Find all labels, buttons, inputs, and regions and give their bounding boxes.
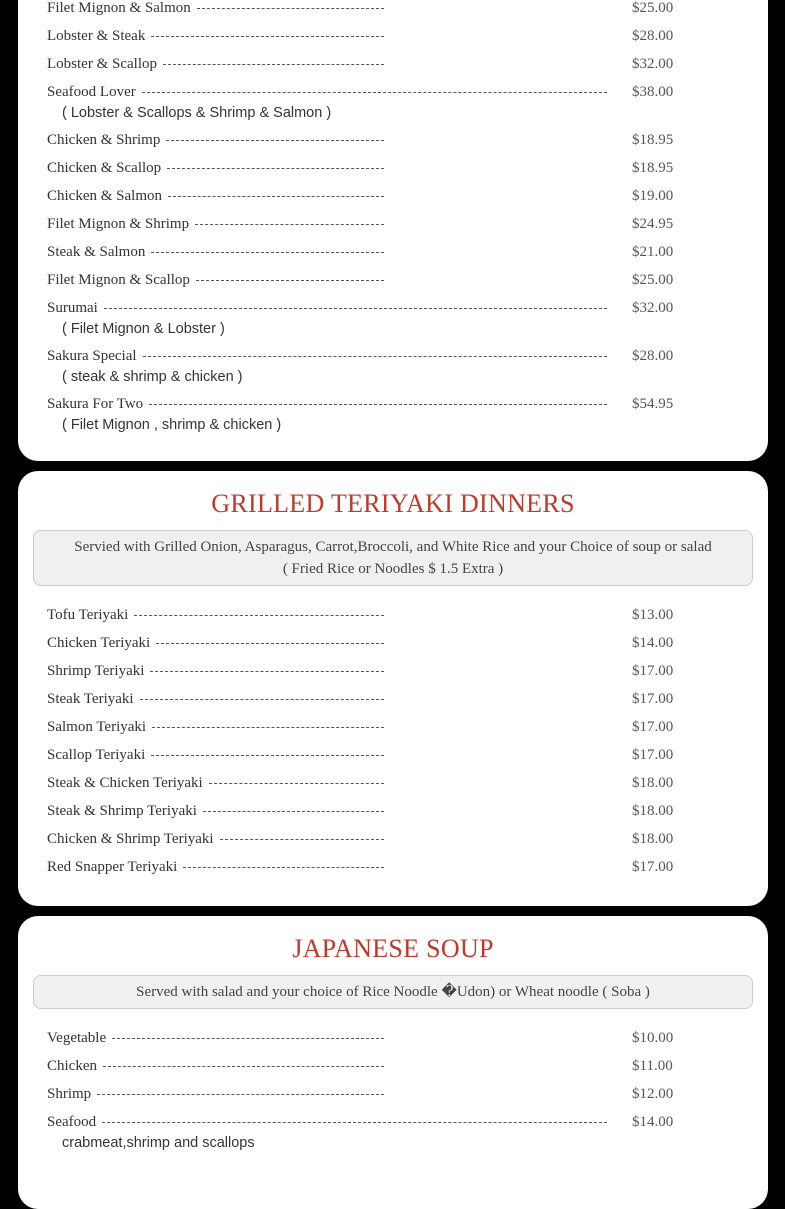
menu-item-row — [47, 53, 702, 75]
item-price: $25.00 — [632, 0, 674, 16]
item-price: $11.00 — [632, 1058, 673, 1074]
dotted-leader — [151, 241, 384, 253]
soup-list — [47, 1027, 702, 1159]
menu-item-row — [47, 744, 702, 766]
menu-item-row — [47, 185, 702, 207]
item-name: Chicken & Salmon — [47, 188, 162, 204]
item-price: $32.00 — [632, 300, 674, 316]
dotted-leader — [151, 744, 384, 756]
menu-item — [47, 800, 702, 828]
soup-card — [18, 916, 768, 1209]
menu-item — [47, 297, 702, 345]
item-price: $10.00 — [632, 1030, 674, 1046]
menu-item-row — [47, 1083, 702, 1105]
menu-item — [47, 856, 702, 884]
section-title: GRILLED TERIYAKI DINNERS — [211, 489, 575, 518]
item-name: Lobster & Scallop — [47, 56, 157, 72]
item-price: $13.00 — [632, 607, 674, 623]
item-name: Seafood — [47, 1114, 97, 1130]
menu-item-row — [47, 660, 702, 682]
item-description: crabmeat,shrimp and scallops — [62, 1135, 255, 1151]
note-line-1: Served with salad and your choice of Rice Noodle �Udon) or Wheat noodle ( Soba ) — [136, 984, 650, 1000]
menu-item-row — [47, 241, 702, 263]
item-price: $32.00 — [632, 56, 674, 72]
dotted-leader — [167, 157, 384, 169]
dotted-leader — [183, 856, 384, 868]
menu-item — [47, 25, 702, 53]
item-name: Scallop Teriyaki — [47, 747, 146, 763]
dotted-leader — [140, 688, 384, 700]
section-note — [33, 975, 753, 1009]
menu-item-row — [47, 1055, 702, 1077]
item-name: Shrimp Teriyaki — [47, 663, 145, 679]
dotted-leader — [112, 1027, 384, 1039]
item-price: $17.00 — [632, 719, 674, 735]
dotted-leader — [152, 716, 384, 728]
menu-item — [47, 345, 702, 393]
menu-item — [47, 1083, 702, 1111]
item-name: Tofu Teriyaki — [47, 607, 129, 623]
menu-item — [47, 241, 702, 269]
menu-item-row — [47, 269, 702, 291]
dotted-leader — [143, 345, 607, 357]
item-price: $17.00 — [632, 691, 674, 707]
item-name: Surumai — [47, 300, 98, 316]
item-price: $17.00 — [632, 747, 674, 763]
item-name: Seafood Lover — [47, 84, 136, 100]
teriyaki-list — [47, 604, 702, 884]
menu-item-row — [47, 345, 702, 367]
dotted-leader — [97, 1083, 384, 1095]
menu-item — [47, 213, 702, 241]
menu-item-row — [47, 129, 702, 151]
item-name: Steak Teriyaki — [47, 691, 134, 707]
menu-item — [47, 688, 702, 716]
menu-item-row — [47, 1027, 702, 1049]
item-name: Filet Mignon & Scallop — [47, 272, 190, 288]
item-name: Steak & Salmon — [47, 244, 146, 260]
item-price: $18.00 — [632, 831, 674, 847]
item-price: $14.00 — [632, 1114, 674, 1130]
item-price: $14.00 — [632, 635, 674, 651]
dotted-leader — [220, 828, 384, 840]
menu-item — [47, 0, 702, 25]
dotted-leader — [156, 632, 384, 644]
menu-item-row — [47, 716, 702, 738]
item-name: Steak & Chicken Teriyaki — [47, 775, 203, 791]
menu-item — [47, 632, 702, 660]
item-name: Red Snapper Teriyaki — [47, 859, 178, 875]
menu-item-row — [47, 772, 702, 794]
menu-item — [47, 744, 702, 772]
menu-item — [47, 772, 702, 800]
menu-item-row — [47, 25, 702, 47]
note-line-1: Servied with Grilled Onion, Asparagus, Carrot,Broccoli, and White Rice and your Choice of soup or salad — [74, 539, 712, 555]
menu-item-row — [47, 828, 702, 850]
dotted-leader — [209, 772, 384, 784]
dotted-leader — [134, 604, 384, 616]
menu-item — [47, 828, 702, 856]
dotted-leader — [150, 660, 384, 672]
menu-item-row — [47, 632, 702, 654]
item-price: $18.00 — [632, 775, 674, 791]
item-price: $18.95 — [632, 132, 674, 148]
dotted-leader — [142, 81, 607, 93]
menu-item-row — [47, 393, 702, 415]
item-price: $17.00 — [632, 663, 674, 679]
item-name: Filet Mignon & Salmon — [47, 0, 191, 16]
menu-item — [47, 53, 702, 81]
item-name: Sakura For Two — [47, 396, 144, 412]
menu-item — [47, 129, 702, 157]
item-price: $21.00 — [632, 244, 674, 260]
combo-card — [18, 0, 768, 461]
dotted-leader — [196, 269, 384, 281]
note-line-2: ( Fried Rice or Noodles $ 1.5 Extra ) — [282, 561, 504, 577]
dotted-leader — [102, 1111, 607, 1123]
item-name: Chicken & Scallop — [47, 160, 162, 176]
item-name: Chicken — [47, 1058, 97, 1074]
menu-item-row — [47, 0, 702, 19]
dotted-leader — [168, 185, 384, 197]
item-price: $28.00 — [632, 28, 674, 44]
menu-item-row — [47, 213, 702, 235]
menu-item — [47, 185, 702, 213]
menu-item — [47, 716, 702, 744]
item-name: Salmon Teriyaki — [47, 719, 147, 735]
item-price: $24.95 — [632, 216, 674, 232]
item-name: Vegetable — [47, 1030, 107, 1046]
menu-item-row — [47, 157, 702, 179]
menu-item — [47, 393, 702, 441]
menu-item-row — [47, 688, 702, 710]
dotted-leader — [166, 129, 384, 141]
dotted-leader — [103, 1055, 384, 1067]
dotted-leader — [197, 0, 384, 9]
dotted-leader — [203, 800, 384, 812]
item-price: $19.00 — [632, 188, 674, 204]
dotted-leader — [104, 297, 607, 309]
menu-item — [47, 81, 702, 129]
item-price: $17.00 — [632, 859, 674, 875]
menu-item-row — [47, 800, 702, 822]
item-price: $18.00 — [632, 803, 674, 819]
item-price: $38.00 — [632, 84, 674, 100]
item-name: Chicken & Shrimp — [47, 132, 161, 148]
dotted-leader — [151, 25, 384, 37]
menu-item-row — [47, 604, 702, 626]
dotted-leader — [195, 213, 384, 225]
item-name: Lobster & Steak — [47, 28, 146, 44]
menu-item — [47, 660, 702, 688]
teriyaki-card — [18, 471, 768, 906]
item-description: ( Filet Mignon & Lobster ) — [62, 321, 225, 337]
menu-item — [47, 269, 702, 297]
item-name: Chicken Teriyaki — [47, 635, 151, 651]
section-title: JAPANESE SOUP — [292, 934, 494, 963]
item-price: $12.00 — [632, 1086, 674, 1102]
item-price: $54.95 — [632, 396, 674, 412]
dotted-leader — [149, 393, 607, 405]
item-name: Shrimp — [47, 1086, 92, 1102]
combo-list — [47, 0, 702, 441]
menu-item — [47, 1055, 702, 1083]
item-description: ( steak & shrimp & chicken ) — [62, 369, 243, 385]
menu-item-row — [47, 1111, 702, 1133]
item-price: $18.95 — [632, 160, 674, 176]
menu-item — [47, 604, 702, 632]
item-name: Steak & Shrimp Teriyaki — [47, 803, 197, 819]
menu-item-row — [47, 81, 702, 103]
menu-item — [47, 1027, 702, 1055]
menu-item-row — [47, 297, 702, 319]
item-name: Filet Mignon & Shrimp — [47, 216, 190, 232]
item-name: Chicken & Shrimp Teriyaki — [47, 831, 214, 847]
section-note — [33, 530, 753, 586]
menu-item — [47, 157, 702, 185]
item-description: ( Lobster & Scallops & Shrimp & Salmon ) — [62, 105, 332, 121]
menu-item-row — [47, 856, 702, 878]
item-price: $25.00 — [632, 272, 674, 288]
menu-item — [47, 1111, 702, 1159]
item-price: $28.00 — [632, 348, 674, 364]
dotted-leader — [163, 53, 384, 65]
item-description: ( Filet Mignon , shrimp & chicken ) — [62, 417, 282, 433]
item-name: Sakura Special — [47, 348, 137, 364]
